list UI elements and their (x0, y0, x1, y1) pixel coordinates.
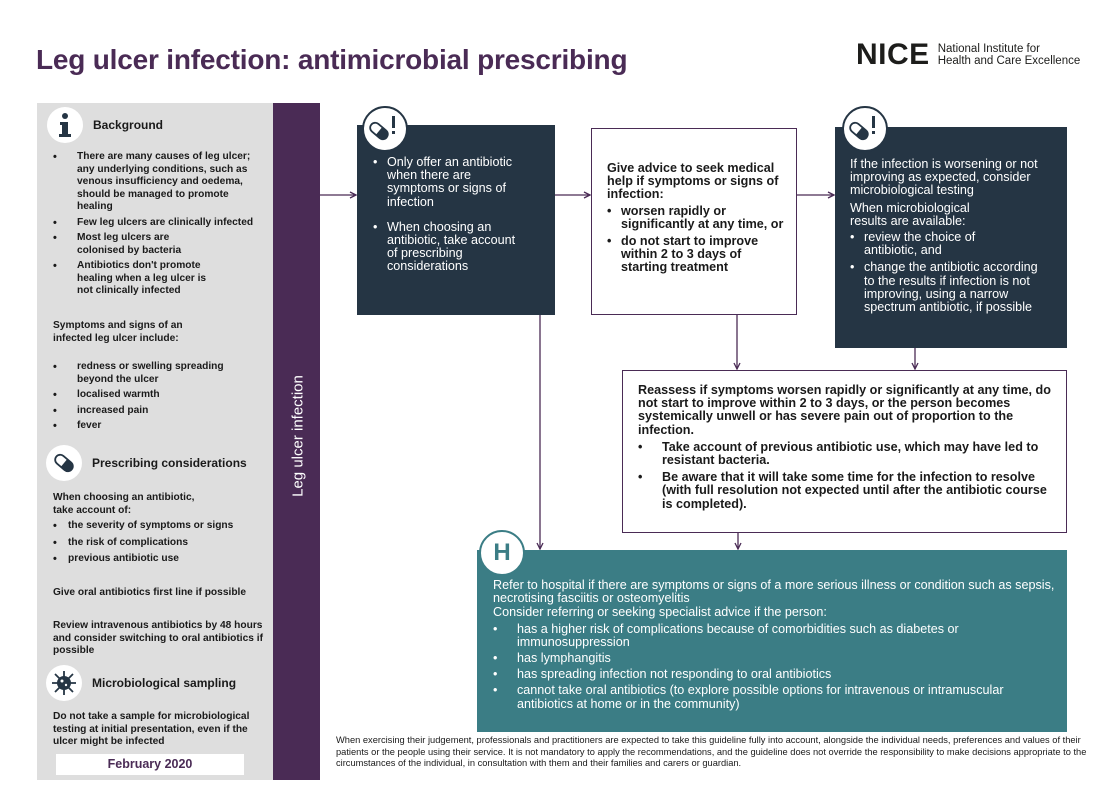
section-label: Leg ulcer infection (289, 375, 307, 497)
symptom-item: • redness or swelling spreading beyond the ulcer (53, 361, 233, 386)
pill-alert-icon (362, 106, 408, 152)
background-item: • Few leg ulcers are clinically infected (53, 217, 265, 230)
flow-item: • has spreading infection not responding to oral antibiotics (493, 668, 1057, 681)
sampling-text: Do not take a sample for microbiological testing at initial presentation, even if the ulcer might be infected (53, 711, 250, 747)
flow-item: • Be aware that it will take some time for the infection to resolve (with full resolution not expected until after the antibiotic course is completed). (638, 471, 1056, 511)
prescribing-item: • the severity of symptoms or signs (53, 520, 263, 533)
reassess-box (622, 370, 1067, 533)
background-item: • Most leg ulcers are colonised by bacteria (53, 232, 213, 257)
symptom-item: • localised warmth (53, 389, 233, 402)
page-title: Leg ulcer infection: antimicrobial prescribing (36, 44, 628, 75)
flow-item: • do not start to improve within 2 to 3 days of starting treatment (607, 235, 786, 275)
prescribing-item: • the risk of complications (53, 537, 263, 550)
offer-antibiotic-box (357, 125, 555, 315)
flow-item: • cannot take oral antibiotics (to explore possible options for intravenous or intramuscular antibiotics at home or in the community) (493, 684, 1057, 710)
oral-first-line: Give oral antibiotics first line if possible (53, 587, 247, 598)
background-title: Background (93, 118, 164, 132)
reassess-list (638, 441, 1056, 511)
offer-antibiotic-list (373, 156, 543, 274)
sampling-title: Microbiological sampling (92, 676, 237, 690)
pill-alert-icon (842, 106, 888, 152)
prescribing-item: • previous antibiotic use (53, 553, 263, 566)
flow-item: • Only offer an antibiotic when there are symptoms or signs of infection (373, 156, 528, 209)
results-intro: When microbiological results are available: (850, 200, 970, 228)
hospital-icon: H (479, 530, 525, 576)
results-list (850, 231, 1057, 314)
seek-help-box (591, 128, 797, 315)
publication-date: February 2020 (56, 754, 244, 775)
flow-item: • has lymphangitis (493, 652, 1057, 665)
specialist-intro: Consider referring or seeking specialist advice if the person: (493, 605, 827, 620)
flow-item: • Take account of previous antibiotic use, which may have led to resistant bacteria. (638, 441, 1056, 467)
flow-item: • review the choice of antibiotic, and (850, 231, 1000, 257)
testing-text: If the infection is worsening or not improving as expected, consider microbiological testing (850, 157, 1038, 198)
symptom-item: • increased pain (53, 405, 233, 418)
symptom-item: • fever (53, 420, 233, 433)
prescribing-title: Prescribing considerations (92, 456, 247, 470)
prescribing-intro: When choosing an antibiotic, take account of: (53, 492, 195, 516)
seek-help-list (607, 205, 786, 275)
background-item: • Antibiotics don't promote healing when a leg ulcer is not clinically infected (53, 260, 213, 298)
seek-help-intro: Give advice to seek medical help if symptoms or signs of infection: (607, 161, 779, 202)
hospital-text: Refer to hospital if there are symptoms or signs of a more serious illness or condition such as sepsis, necrotising fasciitis or osteomyelitis (493, 578, 1055, 606)
specialist-list (493, 623, 1057, 711)
logo-line-2: Health and Care Excellence (937, 55, 1081, 67)
reassess-intro: Reassess if symptoms worsen rapidly or significantly at any time, do not start to improve within 2 to 3 days, or the person becomes systemically unwell or has severe pain out of proportion to the infection. (638, 383, 1051, 437)
microbiological-testing-box (835, 127, 1067, 348)
logo-line-1: National Institute for (937, 43, 1040, 55)
background-item: • There are many causes of leg ulcer; any underlying conditions, such as venous insufficiency and oedema, should be managed to promote healing (53, 151, 265, 214)
flow-item: • has a higher risk of complications because of comorbidities such as diabetes or immunosuppression (493, 623, 1057, 649)
footer-disclaimer: When exercising their judgement, professionals and practitioners are expected to take this guideline fully into account, alongside the individual needs, preferences and values of their patients or the people using their service. It is not mandatory to apply the recommendations, and the guideline does not override the responsibility to make decisions appropriate to the circumstances of the individual, in consultation with them and their families and carers or guardian. (336, 735, 1087, 768)
flow-item: • worsen rapidly or significantly at any time, or (607, 205, 786, 231)
flow-item: • When choosing an antibiotic, take account of prescribing considerations (373, 221, 528, 274)
iv-review: Review intravenous antibiotics by 48 hours and consider switching to oral antibiotics if possible (53, 620, 263, 656)
hospital-referral-box (477, 550, 1067, 732)
flow-item: • change the antibiotic according to the results if infection is not improving, using a narrow spectrum antibiotic, if possible (850, 261, 1050, 314)
symptoms-intro: Symptoms and signs of an infected leg ulcer include: (53, 320, 183, 344)
logo-mark: NICE (856, 38, 930, 71)
